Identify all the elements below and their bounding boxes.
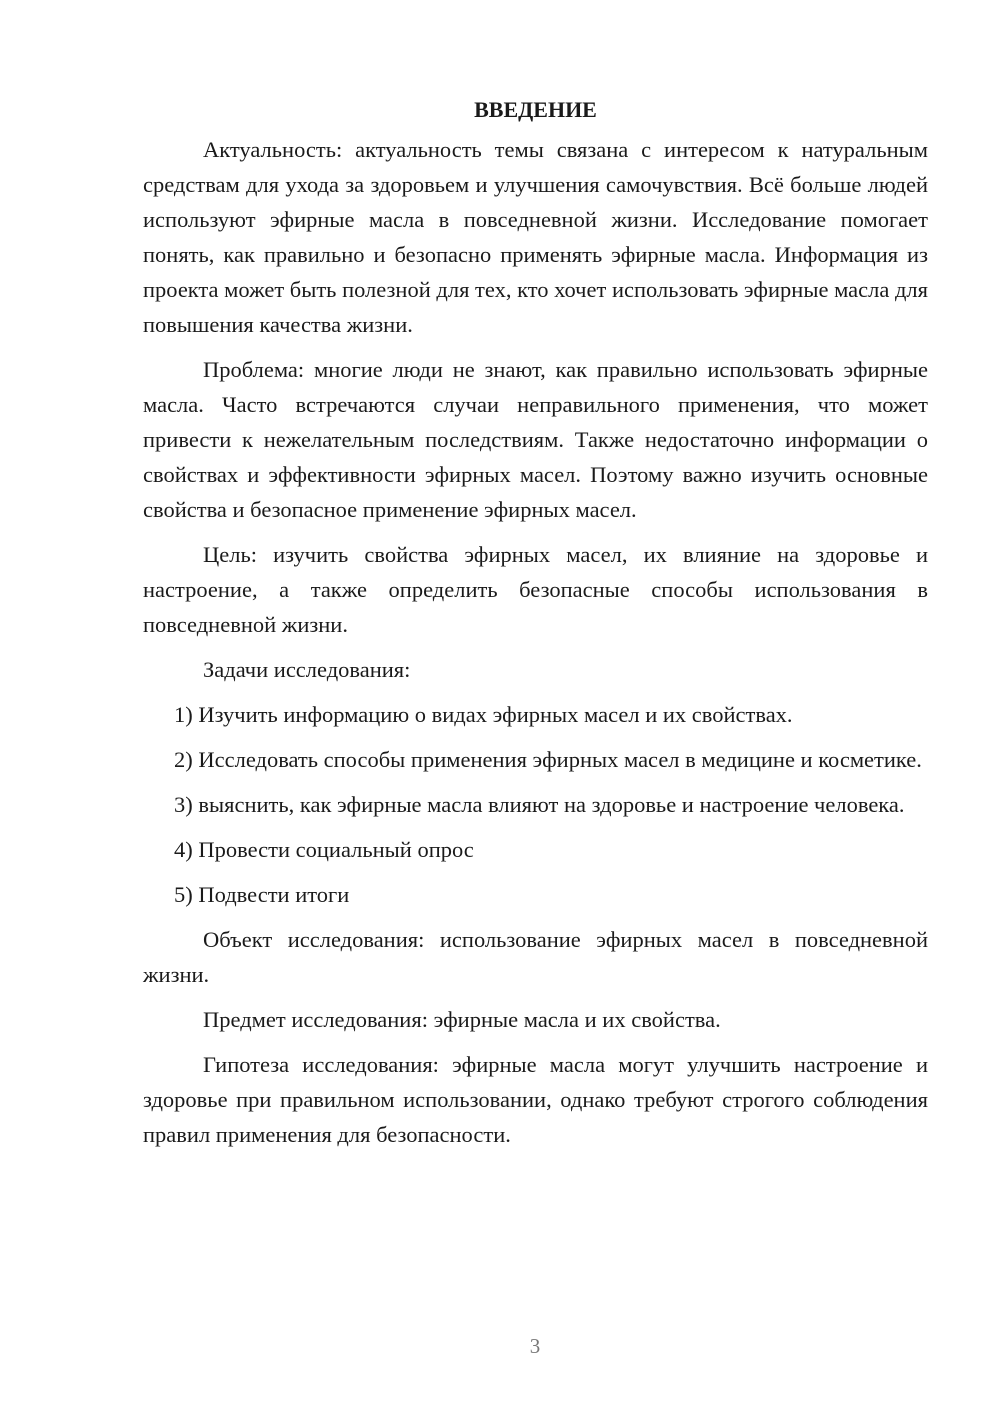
- page-number: 3: [529, 1334, 541, 1358]
- relevance-paragraph: Актуальность: актуальность темы связана с интересом к натуральным средствам для ухода за здоровьем и улучшения самочувствия. Всё больше людей используют эфирные масла в повседневной жизни. Исследование помогает понять, как правильно и безопасно применять эфирные масла. Информация из проекта может быть полезной для тех, кто хочет использовать эфирные масла для повышения качества жизни.: [143, 137, 928, 337]
- page-content: [143, 92, 928, 1162]
- subject-paragraph: Предмет исследования: эфирные масла и их свойства.: [203, 1007, 721, 1032]
- task-item: 2) Исследовать способы применения эфирных масел в медицине и косметике.: [174, 747, 922, 772]
- task-item: 3) выяснить, как эфирные масла влияют на здоровье и настроение человека.: [174, 792, 905, 817]
- task-item: 5) Подвести итоги: [174, 882, 350, 907]
- object-paragraph: Объект исследования: использование эфирных масел в повседневной жизни.: [143, 927, 928, 987]
- goal-paragraph: Цель: изучить свойства эфирных масел, их влияние на здоровье и настроение, а также определить безопасные способы использования в повседневной жизни.: [143, 542, 928, 637]
- task-item: 4) Провести социальный опрос: [174, 837, 474, 862]
- hypothesis-paragraph: Гипотеза исследования: эфирные масла могут улучшить настроение и здоровье при правильном использовании, однако требуют строгого соблюдения правил применения для безопасности.: [143, 1052, 928, 1147]
- page-title: ВВЕДЕНИЕ: [474, 97, 597, 122]
- problem-paragraph: Проблема: многие люди не знают, как правильно использовать эфирные масла. Часто встречаются случаи неправильного применения, что может привести к нежелательным последствиям. Также недостаточно информации о свойствах и эффективности эфирных масел. Поэтому важно изучить основные свойства и безопасное применение эфирных масел.: [143, 357, 928, 522]
- task-item: 1) Изучить информацию о видах эфирных масел и их свойствах.: [174, 702, 793, 727]
- tasks-heading: Задачи исследования:: [203, 657, 411, 682]
